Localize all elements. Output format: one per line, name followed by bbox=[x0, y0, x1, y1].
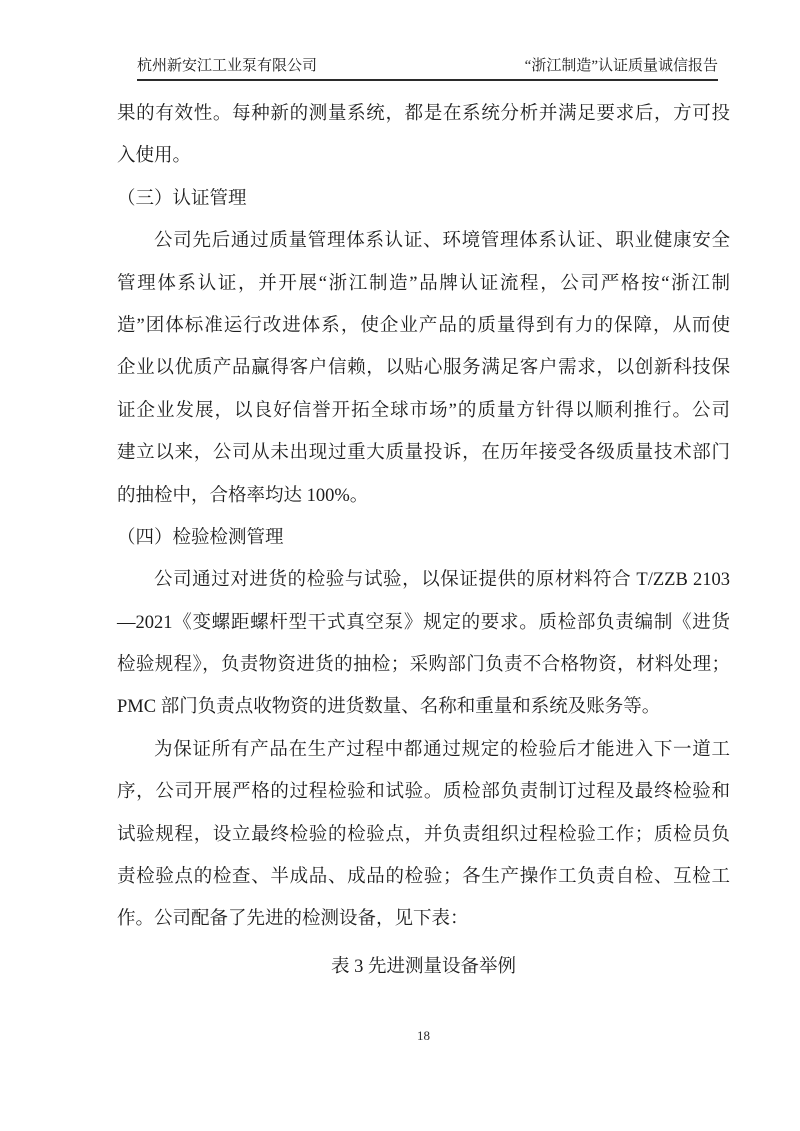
header-report-title: “浙江制造”认证质量诚信报告 bbox=[524, 58, 718, 74]
text-line: 公司先后通过质量管理体系认证、环境管理体系认证、职业健康安全 bbox=[154, 231, 730, 252]
text-line: 作。公司配备了先进的检测设备，见下表： bbox=[117, 909, 469, 930]
body-text bbox=[117, 93, 730, 988]
table-caption: 表 3 先进测量设备举例 bbox=[330, 956, 516, 977]
text-line: —2021《变螺距螺杆型干式真空泵》规定的要求。质检部负责编制《进货 bbox=[117, 612, 730, 633]
header-company-name: 杭州新安江工业泵有限公司 bbox=[137, 58, 318, 74]
text-line: 的抽检中，合格率均达 100%。 bbox=[117, 485, 369, 506]
section-heading: （三）认证管理 bbox=[117, 188, 247, 209]
section-heading: （四）检验检测管理 bbox=[117, 527, 284, 548]
text-line: 公司通过对进货的检验与试验，以保证提供的原材料符合 T/ZZB 2103 bbox=[154, 570, 730, 591]
page-number: 18 bbox=[417, 1028, 430, 1043]
text-line: 为保证所有产品在生产过程中都通过规定的检验后才能进入下一道工 bbox=[154, 739, 730, 760]
page-header bbox=[137, 56, 718, 81]
text-line: 序，公司开展严格的过程检验和试验。质检部负责制订过程及最终检验和 bbox=[117, 782, 730, 803]
text-line: 果的有效性。每种新的测量系统，都是在系统分析并满足要求后，方可投 bbox=[117, 104, 730, 124]
text-line: 造”团体标准运行改进体系，使企业产品的质量得到有力的保障，从而使 bbox=[117, 315, 730, 336]
text-line: 试验规程，设立最终检验的检验点，并负责组织过程检验工作；质检员负 bbox=[117, 824, 730, 845]
text-line: 入使用。 bbox=[117, 146, 192, 167]
text-line: 责检验点的检查、半成品、成品的检验；各生产操作工负责自检、互检工 bbox=[117, 867, 730, 888]
text-line: 企业以优质产品赢得客户信赖，以贴心服务满足客户需求，以创新科技保 bbox=[117, 358, 730, 379]
text-line: 管理体系认证，并开展“浙江制造”品牌认证流程，公司严格按“浙江制 bbox=[117, 273, 730, 294]
text-line: PMC 部门负责点收物资的进货数量、名称和重量和系统及账务等。 bbox=[117, 697, 661, 718]
text-line: 检验规程》，负责物资进货的抽检；采购部门负责不合格物资，材料处理； bbox=[117, 655, 730, 676]
text-line: 证企业发展，以良好信誉开拓全球市场”的质量方针得以顺利推行。公司 bbox=[117, 400, 730, 421]
text-line: 建立以来，公司从未出现过重大质量投诉，在历年接受各级质量技术部门 bbox=[117, 443, 730, 464]
